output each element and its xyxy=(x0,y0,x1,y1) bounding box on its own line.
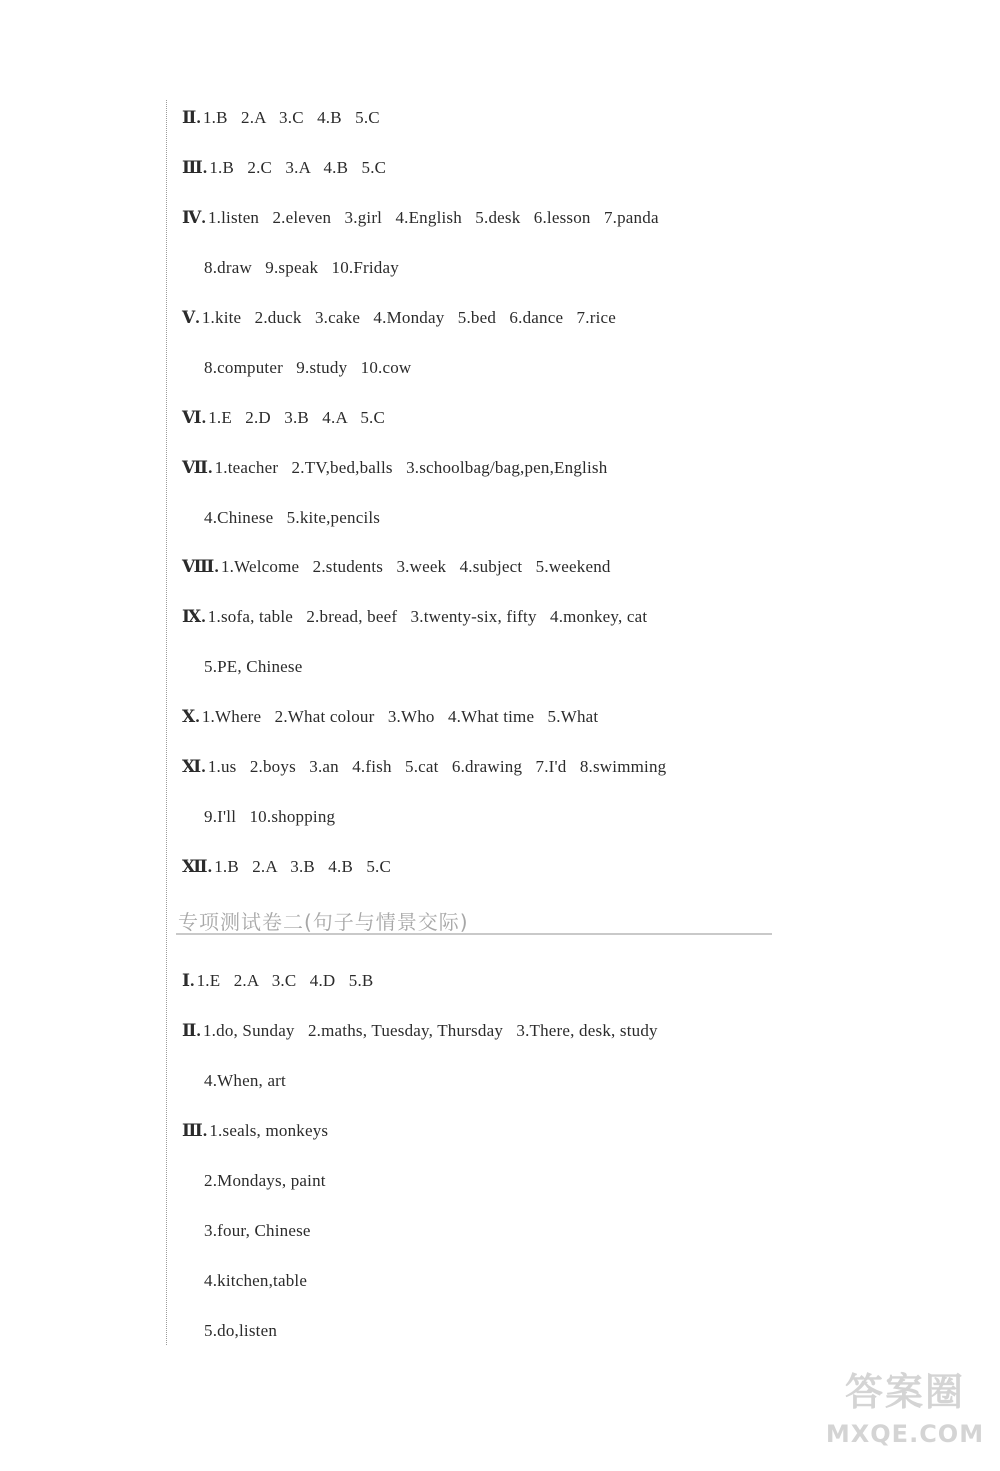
answer-line-continued xyxy=(204,258,399,278)
answer-line xyxy=(182,208,659,228)
answer-line xyxy=(182,607,647,627)
answer-text: 4.Chinese 5.kite,pencils xyxy=(204,508,381,527)
watermark-title: 答案圈 xyxy=(844,1370,965,1414)
roman-numeral: Ⅱ. xyxy=(182,1021,201,1040)
answer-text: 8.computer 9.study 10.cow xyxy=(204,358,412,377)
answer-line-continued xyxy=(204,1271,307,1291)
answer-text: 9.I'll 10.shopping xyxy=(204,807,336,826)
answer-line-continued xyxy=(204,358,411,378)
answer-line-continued xyxy=(204,1221,311,1241)
answer-text: 1.Where 2.What colour 3.Who 4.What time 5.What xyxy=(201,707,599,726)
answer-line xyxy=(182,308,616,328)
watermark-logo xyxy=(825,1365,985,1465)
answer-text: 1.teacher 2.TV,bed,balls 3.schoolbag/bag,pen,English xyxy=(214,458,608,477)
answer-line-continued xyxy=(204,508,380,528)
roman-numeral: Ⅷ. xyxy=(182,557,219,576)
roman-numeral: Ⅳ. xyxy=(182,208,206,227)
answer-text: 1.kite 2.duck 3.cake 4.Monday 5.bed 6.dance 7.rice xyxy=(201,308,616,327)
roman-numeral: Ⅹ. xyxy=(182,707,200,726)
roman-numeral: Ⅰ. xyxy=(182,971,195,990)
answer-line-continued xyxy=(204,1321,277,1341)
answer-line xyxy=(182,458,607,478)
roman-numeral: Ⅸ. xyxy=(182,607,206,626)
roman-numeral: Ⅴ. xyxy=(182,308,200,327)
roman-numeral: Ⅶ. xyxy=(182,458,213,477)
answer-text: 5.PE, Chinese xyxy=(204,657,303,676)
answer-line xyxy=(182,408,385,428)
answer-text: 3.four, Chinese xyxy=(204,1221,311,1240)
answer-line xyxy=(182,707,598,727)
answer-text: 1.us 2.boys 3.an 4.fish 5.cat 6.drawing 7.I'd 8.swimming xyxy=(207,757,667,776)
section-divider xyxy=(176,933,772,935)
answer-text: 1.B 2.C 3.A 4.B 5.C xyxy=(209,158,387,177)
answer-line xyxy=(182,971,373,991)
answer-line xyxy=(182,1021,658,1041)
answer-text: 1.B 2.A 3.C 4.B 5.C xyxy=(202,108,380,127)
roman-numeral: Ⅲ. xyxy=(182,158,208,177)
answer-text: 1.B 2.A 3.B 4.B 5.C xyxy=(214,857,392,876)
answer-text: 5.do,listen xyxy=(204,1321,278,1340)
answer-text: 1.E 2.A 3.C 4.D 5.B xyxy=(196,971,374,990)
answer-text: 1.Welcome 2.students 3.week 4.subject 5.weekend xyxy=(220,557,611,576)
answer-line xyxy=(182,1121,328,1141)
watermark-url: MXQE.COM xyxy=(825,1420,985,1448)
answer-text: 2.Mondays, paint xyxy=(204,1171,326,1190)
roman-numeral: Ⅺ. xyxy=(182,757,206,776)
answer-line-continued xyxy=(204,1171,326,1191)
roman-numeral: Ⅻ. xyxy=(182,857,213,876)
answer-line-continued xyxy=(204,1071,286,1091)
margin-rule xyxy=(166,100,167,1345)
section-title: 专项测试卷二(句子与情景交际) xyxy=(178,910,469,934)
answer-text: 1.do, Sunday 2.maths, Tuesday, Thursday 3.There, desk, study xyxy=(202,1021,658,1040)
answer-text: 8.draw 9.speak 10.Friday xyxy=(204,258,399,277)
answer-text: 4.kitchen,table xyxy=(204,1271,308,1290)
answer-line xyxy=(182,158,386,178)
answer-text: 1.sofa, table 2.bread, beef 3.twenty-six, fifty 4.monkey, cat xyxy=(207,607,648,626)
answer-line xyxy=(182,857,391,877)
answer-line xyxy=(182,757,666,777)
roman-numeral: Ⅵ. xyxy=(182,408,207,427)
answer-line xyxy=(182,557,611,577)
answer-text: 1.seals, monkeys xyxy=(209,1121,329,1140)
answer-text: 4.When, art xyxy=(204,1071,286,1090)
roman-numeral: Ⅱ. xyxy=(182,108,201,127)
answer-text: 1.E 2.D 3.B 4.A 5.C xyxy=(208,408,386,427)
roman-numeral: Ⅲ. xyxy=(182,1121,208,1140)
answer-line-continued xyxy=(204,807,335,827)
answer-line-continued xyxy=(204,657,302,677)
answer-text: 1.listen 2.eleven 3.girl 4.English 5.desk 6.lesson 7.panda xyxy=(207,208,659,227)
answer-line xyxy=(182,108,380,128)
